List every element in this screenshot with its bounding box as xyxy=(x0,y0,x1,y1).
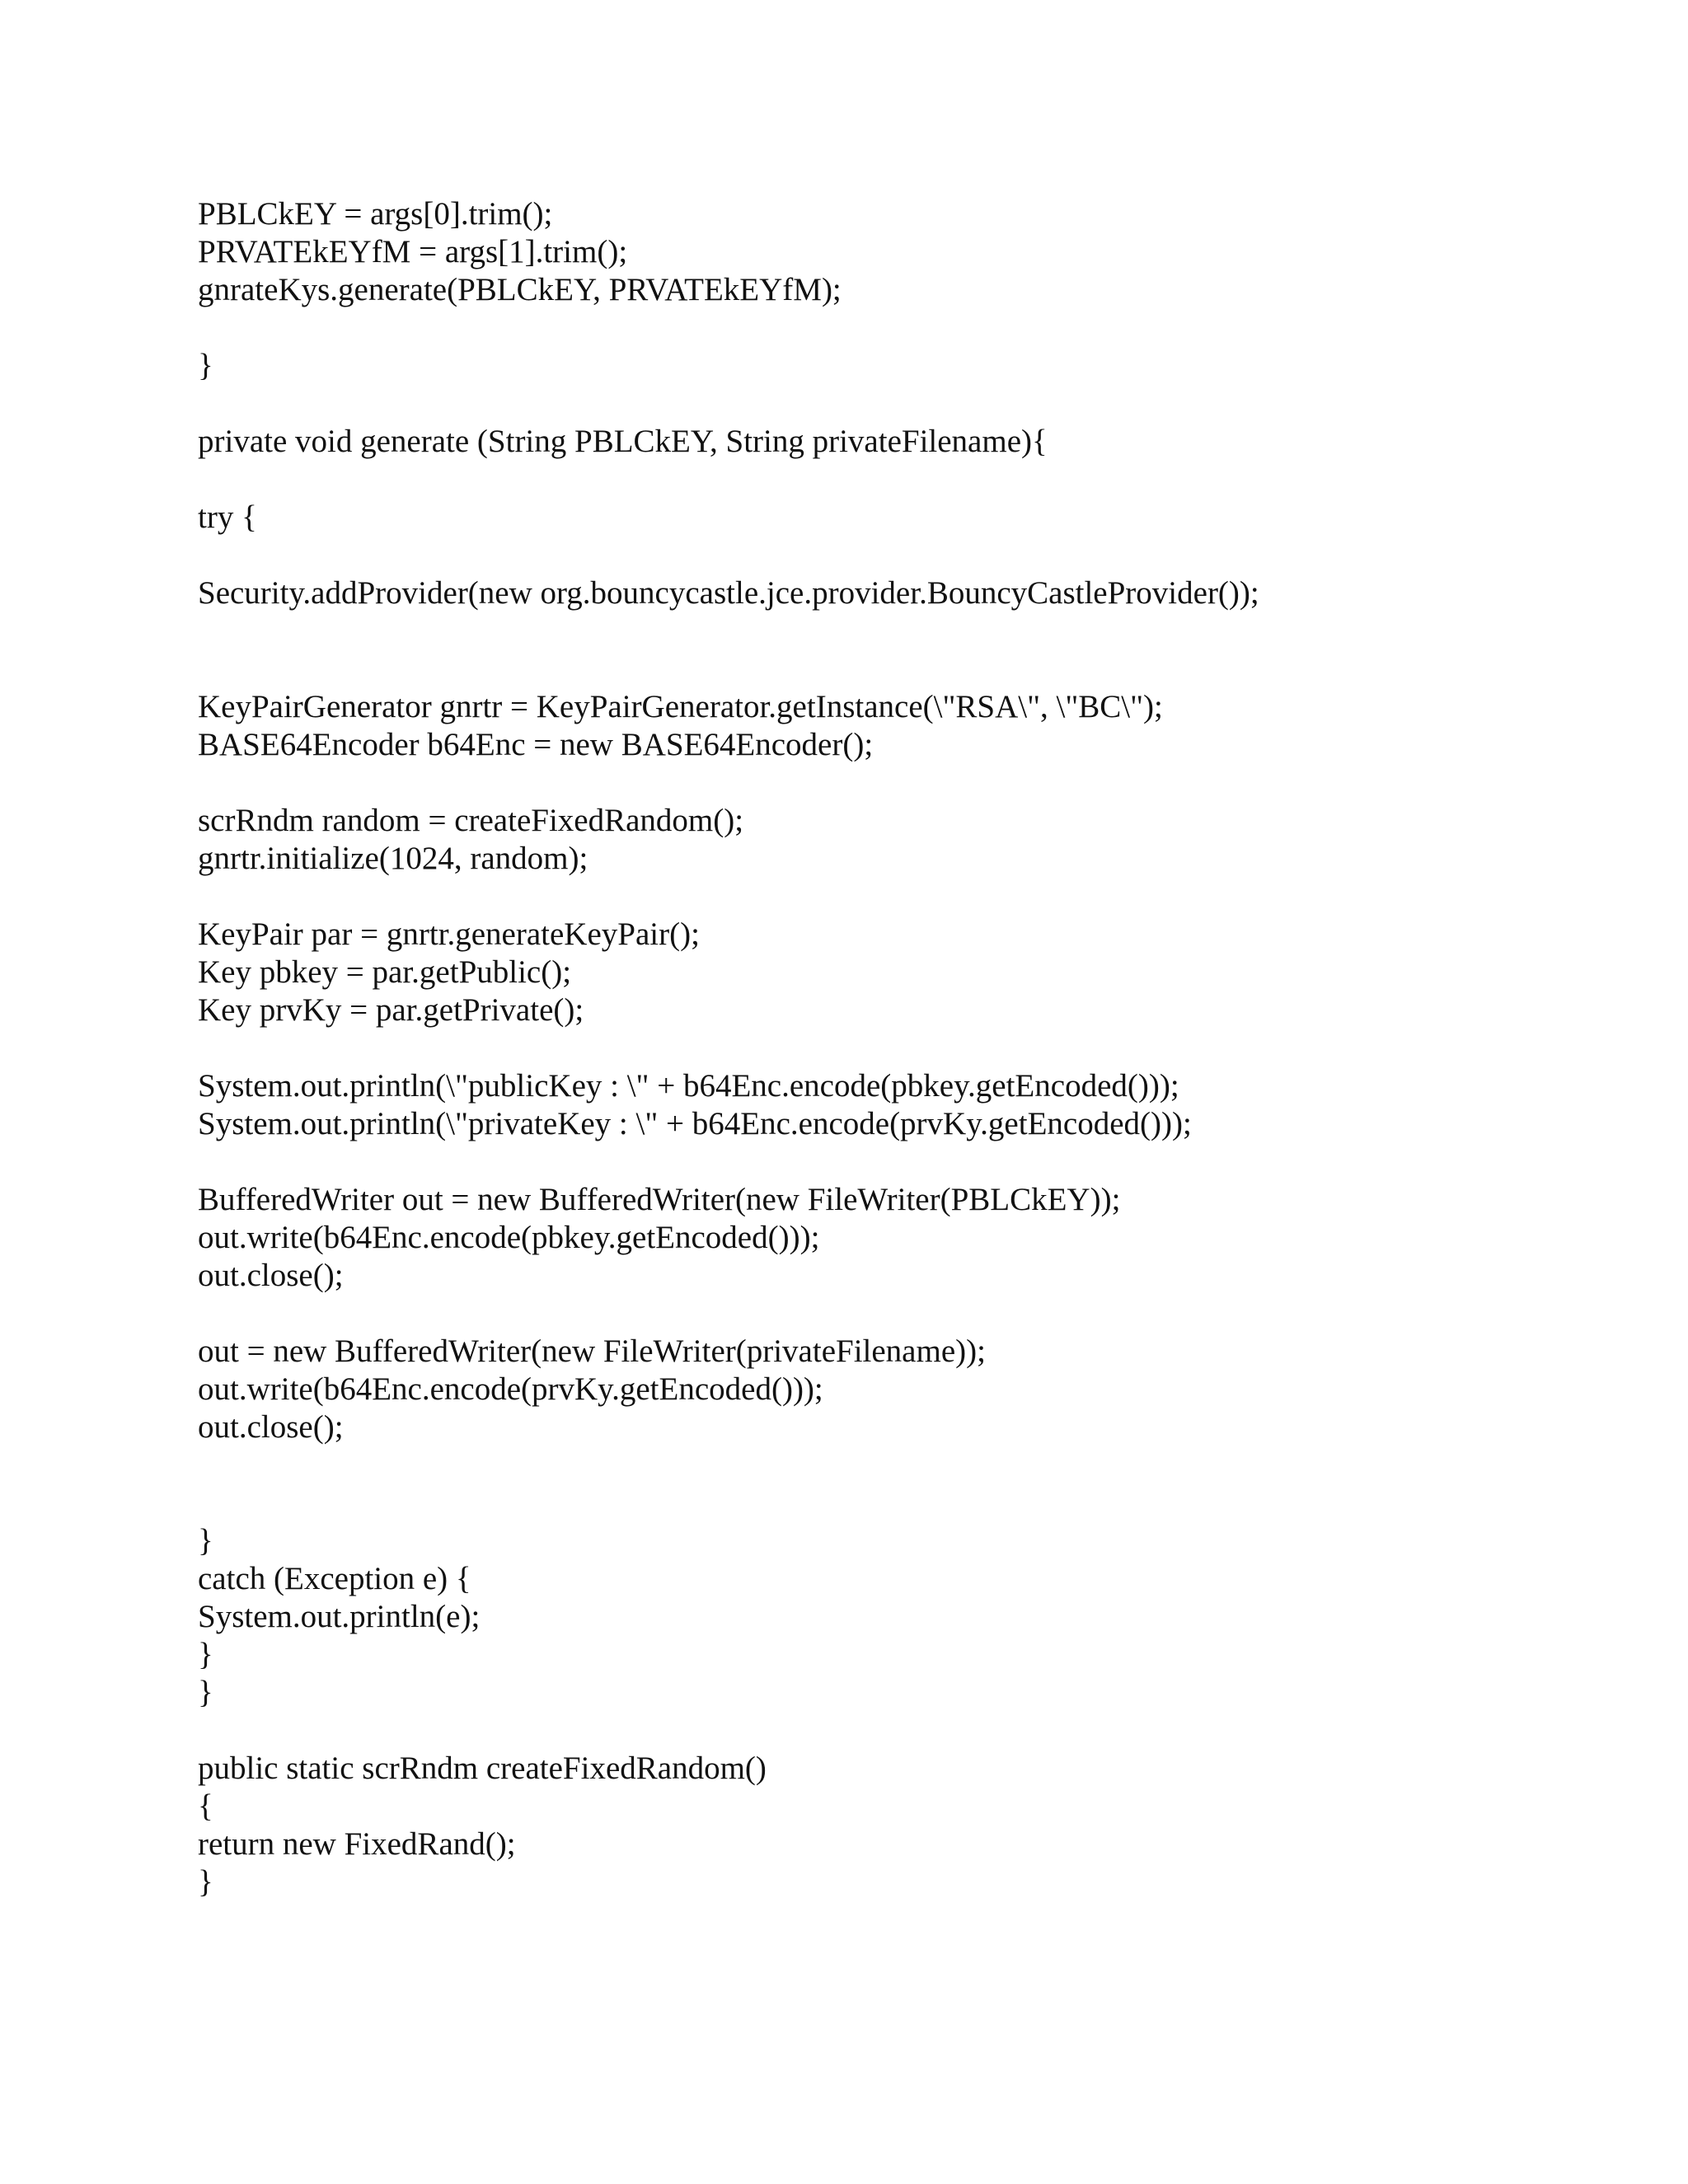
code-line xyxy=(198,1295,1648,1333)
code-line xyxy=(198,1029,1648,1067)
code-line: Key prvKy = par.getPrivate(); xyxy=(198,992,584,1028)
code-line: out = new BufferedWriter(new FileWriter(privateFilename)); xyxy=(198,1333,986,1369)
code-line: out.write(b64Enc.encode(pbkey.getEncoded())); xyxy=(198,1220,820,1255)
code-line: Key pbkey = par.getPublic(); xyxy=(198,954,572,990)
code-line: System.out.println(\"publicKey : \" + b64Enc.encode(pbkey.getEncoded())); xyxy=(198,1068,1179,1104)
code-line xyxy=(198,764,1648,802)
code-line: public static scrRndm createFixedRandom() xyxy=(198,1750,767,1786)
code-line: private void generate (String PBLCkEY, String privateFilename){ xyxy=(198,424,1048,459)
code-line xyxy=(198,1484,1648,1522)
code-line: return new FixedRand(); xyxy=(198,1826,516,1862)
code-line: { xyxy=(198,1788,213,1824)
code-line xyxy=(198,1143,1648,1181)
code-line: try { xyxy=(198,499,257,535)
code-line xyxy=(198,385,1648,423)
code-line: Security.addProvider(new org.bouncycastle.jce.provider.BouncyCastleProvider()); xyxy=(198,575,1259,611)
code-line: out.write(b64Enc.encode(prvKy.getEncoded())); xyxy=(198,1371,823,1407)
code-line: System.out.println(\"privateKey : \" + b64Enc.encode(prvKy.getEncoded())); xyxy=(198,1106,1192,1141)
code-line: KeyPair par = gnrtr.generateKeyPair(); xyxy=(198,916,700,952)
code-line: } xyxy=(198,1637,213,1672)
code-line: } xyxy=(198,1864,213,1900)
code-line: BufferedWriter out = new BufferedWriter(new FileWriter(PBLCkEY)); xyxy=(198,1182,1121,1217)
code-line: gnrtr.initialize(1024, random); xyxy=(198,841,588,876)
code-line: catch (Exception e) { xyxy=(198,1561,471,1596)
code-line xyxy=(198,309,1648,347)
code-line: BASE64Encoder b64Enc = new BASE64Encoder(); xyxy=(198,727,874,762)
code-line xyxy=(198,612,1648,650)
code-line xyxy=(198,1446,1648,1484)
code-line xyxy=(198,537,1648,574)
code-line: out.close(); xyxy=(198,1258,344,1293)
code-line xyxy=(198,1712,1648,1750)
code-line: gnrateKys.generate(PBLCkEY, PRVATEkEYfM); xyxy=(198,272,842,307)
code-line: } xyxy=(198,348,213,383)
code-line xyxy=(198,650,1648,688)
code-line: } xyxy=(198,1675,213,1710)
code-listing xyxy=(198,195,1648,1901)
code-line: PBLCkEY = args[0].trim(); xyxy=(198,196,553,232)
code-line: } xyxy=(198,1523,213,1558)
code-line: scrRndm random = createFixedRandom(); xyxy=(198,803,744,838)
code-line: System.out.println(e); xyxy=(198,1599,481,1634)
code-line: KeyPairGenerator gnrtr = KeyPairGenerator.getInstance(\"RSA\", \"BC\"); xyxy=(198,689,1163,724)
code-line: PRVATEkEYfM = args[1].trim(); xyxy=(198,234,628,269)
code-line xyxy=(198,461,1648,499)
code-line xyxy=(198,878,1648,916)
code-line: out.close(); xyxy=(198,1409,344,1445)
